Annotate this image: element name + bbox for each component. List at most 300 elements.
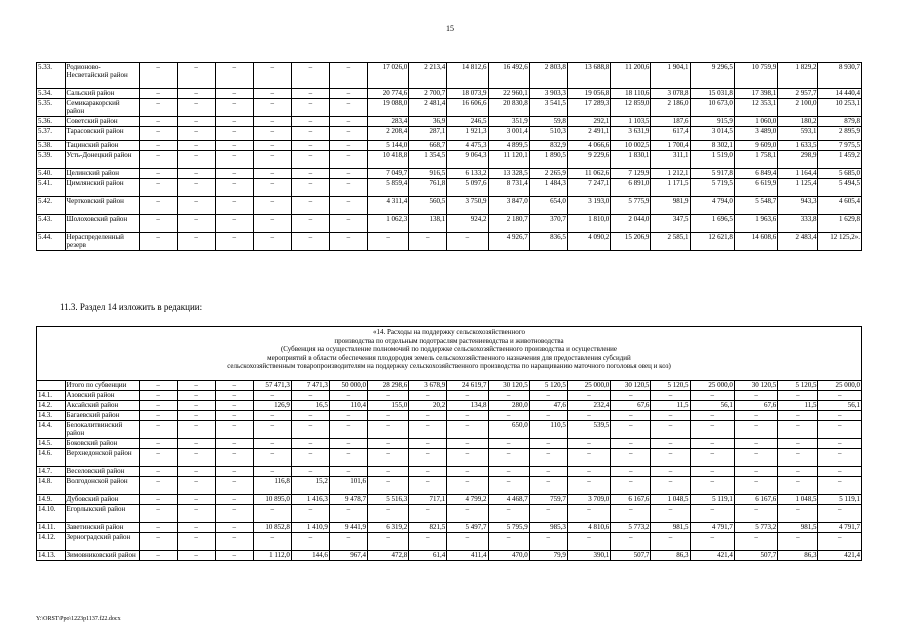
table-cell: 4 311,4 xyxy=(367,197,408,215)
table-cell: – xyxy=(215,411,253,421)
table-cell: 10 418,8 xyxy=(367,151,408,169)
table-cell: – xyxy=(611,411,651,421)
table-cell: 50 000,0 xyxy=(329,381,367,391)
table-cell: – xyxy=(529,411,567,421)
table-cell: – xyxy=(253,169,291,179)
table-cell: 180,2 xyxy=(778,117,818,127)
table-cell: 5 120,5 xyxy=(529,381,567,391)
table-cell: – xyxy=(690,467,734,477)
table-row xyxy=(37,169,862,179)
table-cell: 10 852,8 xyxy=(253,523,291,533)
table-cell: 6 167,6 xyxy=(611,495,651,505)
table-cell: – xyxy=(291,197,329,215)
table-cell: – xyxy=(818,411,862,421)
table-cell: – xyxy=(177,215,215,233)
table-cell: – xyxy=(488,467,529,477)
table-cell: 5 119,1 xyxy=(818,495,862,505)
table-cell: 6 167,6 xyxy=(734,495,777,505)
table-cell: – xyxy=(139,449,177,467)
table-cell: 3 847,0 xyxy=(488,197,529,215)
table-cell: 12 125,2». xyxy=(818,233,862,251)
table-cell: 9 609,0 xyxy=(734,141,777,151)
table-cell: – xyxy=(367,439,408,449)
table-cell: – xyxy=(215,449,253,467)
table-cell: – xyxy=(215,495,253,505)
table-cell: – xyxy=(409,391,447,401)
table-cell: – xyxy=(567,467,610,477)
table-cell: – xyxy=(177,411,215,421)
table-cell: – xyxy=(329,467,367,477)
table-cell: – xyxy=(690,505,734,523)
table-cell: – xyxy=(447,233,488,251)
table-cell: – xyxy=(329,215,367,233)
table-cell: – xyxy=(651,505,690,523)
table-cell: 144,6 xyxy=(291,551,329,561)
table-cell: 12 621,8 xyxy=(690,233,734,251)
table-cell: 470,0 xyxy=(488,551,529,561)
table-cell: 2 186,0 xyxy=(651,99,690,117)
table-cell: 19 088,0 xyxy=(367,99,408,117)
row-code: 14.11. xyxy=(37,523,66,533)
table-cell: – xyxy=(611,505,651,523)
table-cell: 981,9 xyxy=(651,197,690,215)
table-cell: 1 633,5 xyxy=(778,141,818,151)
table-cell: – xyxy=(291,215,329,233)
table-cell: – xyxy=(818,467,862,477)
table-cell: 110,4 xyxy=(329,401,367,411)
row-name: Советский район xyxy=(65,117,139,127)
table-cell: 110,5 xyxy=(529,421,567,439)
table-cell: – xyxy=(447,411,488,421)
table-cell: 25 000,0 xyxy=(690,381,734,391)
table-cell: – xyxy=(177,421,215,439)
table-cell: 5 917,8 xyxy=(690,169,734,179)
table-cell: 8 302,1 xyxy=(690,141,734,151)
table-cell: 3 709,0 xyxy=(567,495,610,505)
table-cell: – xyxy=(734,505,777,523)
table-cell: – xyxy=(177,439,215,449)
table-cell: 14 440,4 xyxy=(818,89,862,99)
table-cell: 390,1 xyxy=(567,551,610,561)
table-cell: – xyxy=(567,477,610,495)
table-row xyxy=(37,117,862,127)
table-cell: – xyxy=(215,89,253,99)
row-name: Азовский район xyxy=(65,391,139,401)
table-cell: 1 354,5 xyxy=(409,151,447,169)
table-cell: 20 830,8 xyxy=(488,99,529,117)
table-cell: – xyxy=(651,439,690,449)
table-cell: – xyxy=(818,421,862,439)
table-cell: – xyxy=(329,89,367,99)
table-cell: 654,0 xyxy=(529,197,567,215)
table-cell: – xyxy=(253,533,291,551)
table-cell: 4 926,7 xyxy=(488,233,529,251)
table-cell: – xyxy=(567,439,610,449)
table-cell: – xyxy=(367,533,408,551)
row-code: 5.35. xyxy=(37,99,66,117)
table-cell: – xyxy=(329,141,367,151)
table-cell: 3 001,4 xyxy=(488,127,529,141)
row-code: 5.36. xyxy=(37,117,66,127)
table-cell: 20,2 xyxy=(409,401,447,411)
table-row xyxy=(37,523,862,533)
table-cell: – xyxy=(291,233,329,251)
row-code: 5.33. xyxy=(37,63,66,89)
table-cell: 981,5 xyxy=(778,523,818,533)
row-name: Родионово-Несветайский район xyxy=(65,63,139,89)
table-cell: 1 696,5 xyxy=(690,215,734,233)
table-cell: – xyxy=(651,477,690,495)
row-code: 14.7. xyxy=(37,467,66,477)
table-cell: 9 296,5 xyxy=(690,63,734,89)
table-cell: – xyxy=(651,411,690,421)
table-row xyxy=(37,467,862,477)
table-cell: 16 492,6 xyxy=(488,63,529,89)
table-cell: – xyxy=(367,477,408,495)
table-cell: 57 471,3 xyxy=(253,381,291,391)
table-cell: – xyxy=(177,477,215,495)
table-cell: – xyxy=(690,391,734,401)
table-cell: 30 120,5 xyxy=(734,381,777,391)
table-cell: 5 120,5 xyxy=(778,381,818,391)
caption-line: «14. Расходы на поддержку сельскохозяйственного xyxy=(373,328,525,336)
table-row xyxy=(37,179,862,197)
table-cell: – xyxy=(177,99,215,117)
table-cell: – xyxy=(778,439,818,449)
table-cell: – xyxy=(139,533,177,551)
table-cell: 2 208,4 xyxy=(367,127,408,141)
table-cell: 7 471,3 xyxy=(291,381,329,391)
table-cell: 2 700,7 xyxy=(409,89,447,99)
table-cell: – xyxy=(611,533,651,551)
table-cell: – xyxy=(409,233,447,251)
table-cell: – xyxy=(177,551,215,561)
table-cell: – xyxy=(329,179,367,197)
table-cell: – xyxy=(177,467,215,477)
table-cell: – xyxy=(690,411,734,421)
table-cell: 1 519,0 xyxy=(690,151,734,169)
table-cell: – xyxy=(215,505,253,523)
row-code xyxy=(37,381,66,391)
table-row xyxy=(37,197,862,215)
table-cell: – xyxy=(778,477,818,495)
table-cell: 421,4 xyxy=(690,551,734,561)
table-cell: – xyxy=(734,477,777,495)
table-cell: – xyxy=(611,391,651,401)
table-cell: – xyxy=(329,169,367,179)
row-code: 14.6. xyxy=(37,449,66,467)
table-cell: – xyxy=(139,421,177,439)
table-cell: 761,8 xyxy=(409,179,447,197)
row-name: Белокалитвинский район xyxy=(65,421,139,439)
table-cell: – xyxy=(139,495,177,505)
table-cell: 5 120,5 xyxy=(651,381,690,391)
table-cell: – xyxy=(818,449,862,467)
table-cell: – xyxy=(253,63,291,89)
table-cell: 6 133,2 xyxy=(447,169,488,179)
row-code: 5.40. xyxy=(37,169,66,179)
table-cell: – xyxy=(177,141,215,151)
table-cell: – xyxy=(291,169,329,179)
table-cell: 1 103,5 xyxy=(611,117,651,127)
table-cell: 985,3 xyxy=(529,523,567,533)
table-cell: – xyxy=(447,467,488,477)
table-cell: 717,1 xyxy=(409,495,447,505)
table-cell: 1 700,4 xyxy=(651,141,690,151)
table-cell: 3 631,9 xyxy=(611,127,651,141)
caption-line: мероприятий в области обеспечения плодородия земель сельскохозяйственного назначения для предоставления субсидий xyxy=(267,353,631,362)
table-cell: 13 688,8 xyxy=(567,63,610,89)
table-cell: – xyxy=(139,197,177,215)
table-cell: – xyxy=(734,439,777,449)
table-row xyxy=(37,551,862,561)
table-cell: – xyxy=(253,151,291,169)
table-cell: 6 849,4 xyxy=(734,169,777,179)
table-cell: – xyxy=(139,551,177,561)
table-cell: – xyxy=(567,391,610,401)
table-cell: – xyxy=(139,505,177,523)
table-cell: 2 957,7 xyxy=(778,89,818,99)
table-cell: 5 773,2 xyxy=(734,523,777,533)
row-code: 5.38. xyxy=(37,141,66,151)
table-cell: – xyxy=(818,477,862,495)
table-cell: 832,9 xyxy=(529,141,567,151)
table-cell: 2 180,7 xyxy=(488,215,529,233)
table-cell: – xyxy=(690,439,734,449)
row-name: Чертковский район xyxy=(65,197,139,215)
row-name: Веселовский район xyxy=(65,467,139,477)
table-cell: 15 206,9 xyxy=(611,233,651,251)
table-cell: 11,5 xyxy=(778,401,818,411)
table-cell: 5 516,3 xyxy=(367,495,408,505)
table-cell: – xyxy=(291,179,329,197)
table-cell: 67,6 xyxy=(611,401,651,411)
table-cell: 1 164,4 xyxy=(778,169,818,179)
table-cell: 10 253,1 xyxy=(818,99,862,117)
table-cell: 17 026,0 xyxy=(367,63,408,89)
table-cell: 67,6 xyxy=(734,401,777,411)
table-cell: 10 759,9 xyxy=(734,63,777,89)
row-name: Зерноградский район xyxy=(65,533,139,551)
table-cell: – xyxy=(778,533,818,551)
table-cell: 3 014,5 xyxy=(690,127,734,141)
table-cell: 943,3 xyxy=(778,197,818,215)
table-cell: – xyxy=(818,533,862,551)
table-cell: – xyxy=(291,449,329,467)
table-cell: – xyxy=(253,439,291,449)
table-row xyxy=(37,99,862,117)
table-cell: 9 478,7 xyxy=(329,495,367,505)
table-cell: 1 810,0 xyxy=(567,215,610,233)
table-cell: – xyxy=(253,505,291,523)
row-name: Боковский район xyxy=(65,439,139,449)
table-row xyxy=(37,141,862,151)
table-cell: – xyxy=(139,215,177,233)
table-cell: – xyxy=(215,551,253,561)
table-cell: 16 606,6 xyxy=(447,99,488,117)
table-cell: 5 795,9 xyxy=(488,523,529,533)
row-name: Багаевский район xyxy=(65,411,139,421)
table-row xyxy=(37,233,862,251)
table-cell: 4 475,3 xyxy=(447,141,488,151)
table-cell: 507,7 xyxy=(734,551,777,561)
table-cell: 56,1 xyxy=(818,401,862,411)
table-cell: 370,7 xyxy=(529,215,567,233)
table-cell: 10 673,0 xyxy=(690,99,734,117)
table-cell: 22 960,1 xyxy=(488,89,529,99)
table-cell: 8 731,4 xyxy=(488,179,529,197)
table-cell: 4 791,7 xyxy=(818,523,862,533)
table-cell: – xyxy=(778,411,818,421)
table-cell: 101,6 xyxy=(329,477,367,495)
table-cell: – xyxy=(215,439,253,449)
table-cell: – xyxy=(253,89,291,99)
table-cell: 20 774,6 xyxy=(367,89,408,99)
table-cell: 1 904,1 xyxy=(651,63,690,89)
table-cell: – xyxy=(611,439,651,449)
table-cell: – xyxy=(215,151,253,169)
table-cell: – xyxy=(567,533,610,551)
table-cell: – xyxy=(215,141,253,151)
table-cell: – xyxy=(177,505,215,523)
table-cell: – xyxy=(567,505,610,523)
table-cell: – xyxy=(447,505,488,523)
row-code: 14.8. xyxy=(37,477,66,495)
table-cell: – xyxy=(139,179,177,197)
table-cell: – xyxy=(329,449,367,467)
table-cell: 1 048,5 xyxy=(778,495,818,505)
table-cell: – xyxy=(177,495,215,505)
table-cell: – xyxy=(611,477,651,495)
table-cell: 1 125,4 xyxy=(778,179,818,197)
table-cell: 1 830,1 xyxy=(611,151,651,169)
table-cell: – xyxy=(409,467,447,477)
table-cell: – xyxy=(215,233,253,251)
table-cell: – xyxy=(139,89,177,99)
table-cell: – xyxy=(291,127,329,141)
table-row xyxy=(37,391,862,401)
table-cell: – xyxy=(177,117,215,127)
table-cell: 981,5 xyxy=(651,523,690,533)
table-cell: – xyxy=(215,197,253,215)
footer-path: Y:\ORST\Ppo\1223p1137.f22.docx xyxy=(36,616,121,622)
table-cell: 232,4 xyxy=(567,401,610,411)
page-number: 15 xyxy=(446,24,454,33)
row-name: Аксайский район xyxy=(65,401,139,411)
table-cell: – xyxy=(291,467,329,477)
table-cell: 138,1 xyxy=(409,215,447,233)
table-cell: 86,3 xyxy=(778,551,818,561)
table-cell: – xyxy=(447,533,488,551)
table-cell: – xyxy=(488,391,529,401)
table-cell: 5 497,7 xyxy=(447,523,488,533)
table-cell: – xyxy=(690,533,734,551)
row-code: 5.39. xyxy=(37,151,66,169)
table-cell: 2 483,4 xyxy=(778,233,818,251)
table-cell: – xyxy=(734,391,777,401)
table-cell: – xyxy=(651,391,690,401)
table-cell: 421,4 xyxy=(818,551,862,561)
table-cell: 9 229,6 xyxy=(567,151,610,169)
row-name: Цимлянский район xyxy=(65,179,139,197)
table-cell: – xyxy=(139,99,177,117)
table-cell: – xyxy=(291,63,329,89)
table-cell: – xyxy=(818,505,862,523)
table-cell: 1 921,3 xyxy=(447,127,488,141)
table-cell: 6 619,9 xyxy=(734,179,777,197)
table-cell: – xyxy=(139,477,177,495)
table-cell: 19 056,8 xyxy=(567,89,610,99)
table-cell: – xyxy=(734,421,777,439)
row-code: 5.42. xyxy=(37,197,66,215)
table-cell: 14 812,6 xyxy=(447,63,488,89)
table-cell: – xyxy=(291,151,329,169)
table-cell: – xyxy=(329,63,367,89)
table-cell: – xyxy=(253,215,291,233)
table-cell: – xyxy=(447,421,488,439)
table-cell: – xyxy=(253,467,291,477)
table-cell: – xyxy=(529,467,567,477)
table-cell: – xyxy=(253,449,291,467)
table-cell: 61,4 xyxy=(409,551,447,561)
table-cell: – xyxy=(139,523,177,533)
table-cell: – xyxy=(611,467,651,477)
row-name: Тацинский район xyxy=(65,141,139,151)
table-cell: 9 064,3 xyxy=(447,151,488,169)
table-cell: – xyxy=(253,411,291,421)
table-cell: 924,2 xyxy=(447,215,488,233)
table-cell: 17 289,3 xyxy=(567,99,610,117)
table-cell: – xyxy=(329,197,367,215)
table-cell: 1 112,0 xyxy=(253,551,291,561)
table-cell: 11,5 xyxy=(651,401,690,411)
table-cell: 11 200,6 xyxy=(611,63,651,89)
table-cell: – xyxy=(367,411,408,421)
table-row xyxy=(37,495,862,505)
table-cell: – xyxy=(690,421,734,439)
row-code: 14.5. xyxy=(37,439,66,449)
table-cell: 10 895,0 xyxy=(253,495,291,505)
table-row xyxy=(37,449,862,467)
table-cell: 759,7 xyxy=(529,495,567,505)
table-cell: 617,4 xyxy=(651,127,690,141)
table-cell: – xyxy=(291,439,329,449)
table-cell: – xyxy=(291,391,329,401)
table-cell: – xyxy=(253,99,291,117)
table-cell: 4 799,2 xyxy=(447,495,488,505)
table-cell: 86,3 xyxy=(651,551,690,561)
table-cell: 14 608,6 xyxy=(734,233,777,251)
table-cell: – xyxy=(367,467,408,477)
table-cell: – xyxy=(447,391,488,401)
table-cell: – xyxy=(818,391,862,401)
table-cell: 6 891,0 xyxy=(611,179,651,197)
row-code: 14.10. xyxy=(37,505,66,523)
table-cell: 5 144,0 xyxy=(367,141,408,151)
table-cell: – xyxy=(409,449,447,467)
table-cell: 3 541,5 xyxy=(529,99,567,117)
table-cell: 879,8 xyxy=(818,117,862,127)
table-row xyxy=(37,89,862,99)
table-cell: – xyxy=(651,467,690,477)
table-cell: – xyxy=(177,169,215,179)
table-cell: – xyxy=(329,117,367,127)
table-cell: 59,8 xyxy=(529,117,567,127)
table-cell: – xyxy=(611,421,651,439)
table-cell: – xyxy=(778,421,818,439)
table-cell: 126,9 xyxy=(253,401,291,411)
table-cell: 560,5 xyxy=(409,197,447,215)
